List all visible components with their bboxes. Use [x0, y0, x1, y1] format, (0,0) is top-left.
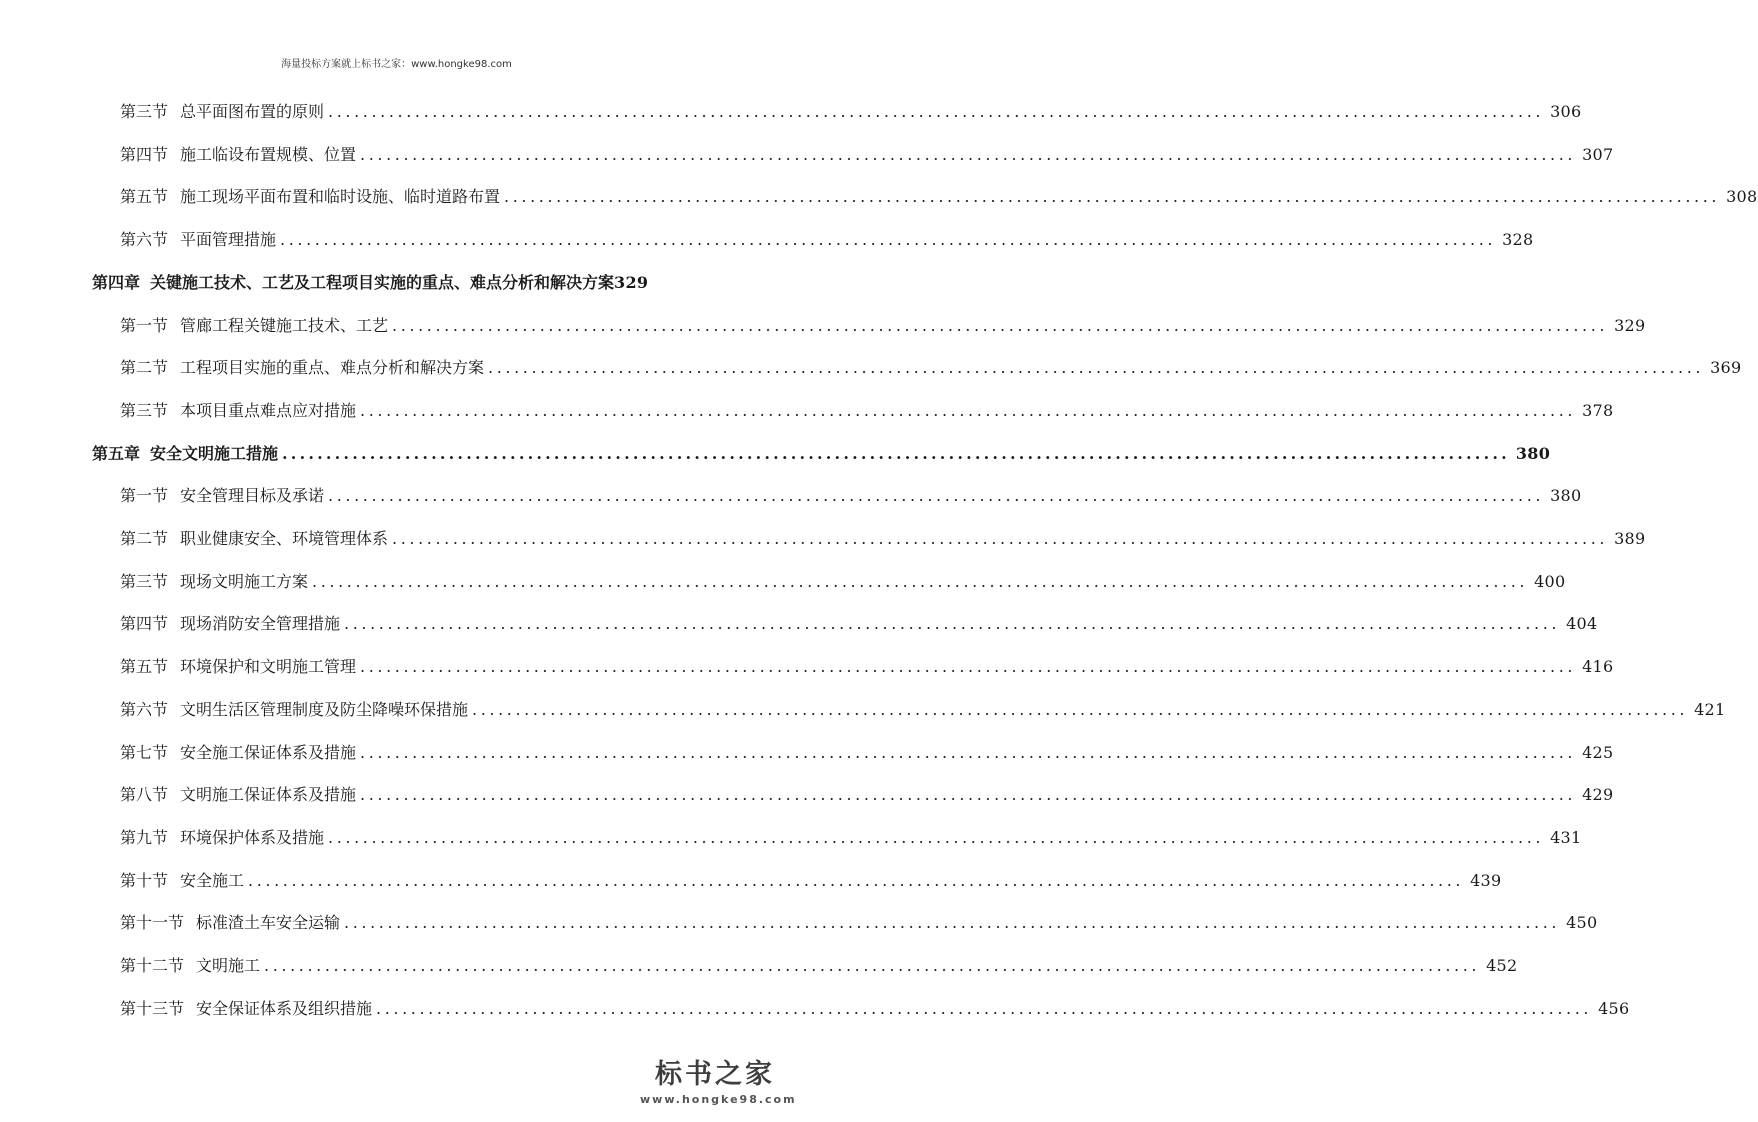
toc-chapter-entry[interactable] [92, 263, 710, 293]
toc-section-entry[interactable] [120, 177, 1758, 207]
toc-entry-title: 安全保证体系及组织措施 [196, 998, 373, 1018]
toc-dot-leader: ............................................................................................................................................ [360, 657, 1577, 677]
toc-section-entry[interactable] [120, 733, 1614, 763]
toc-entry-page-number: 456 [1598, 998, 1630, 1018]
toc-entry-number: 第六节 [120, 699, 169, 719]
toc-entry-title: 总平面图布置的原则 [180, 102, 325, 121]
toc-entry-title: 现场消防安全管理措施 [180, 614, 341, 634]
toc-section-entry[interactable] [120, 861, 1502, 891]
toc-dot-leader: ............................................................................................................................................ [328, 486, 1545, 506]
toc-entry-title: 安全管理目标及承诺 [180, 486, 325, 506]
toc-dot-leader: ............................................................................................................................................ [504, 187, 1721, 207]
toc-section-entry[interactable] [120, 818, 1582, 848]
toc-entry-number: 第五节 [120, 187, 169, 207]
toc-entry-number: 第三节 [120, 102, 169, 121]
toc-entry-page-number: 307 [1582, 144, 1614, 164]
toc-entry-page-number: 452 [1486, 956, 1518, 975]
toc-section-entry[interactable] [120, 946, 1518, 976]
toc-dot-leader: ............................................................................................................................................ [360, 400, 1577, 420]
toc-entry-title: 文明施工 [196, 956, 261, 975]
toc-section-entry[interactable] [120, 135, 1614, 165]
toc-dot-leader: ............................................................................................................................................ [472, 699, 1689, 719]
toc-entry-page-number: 425 [1582, 742, 1614, 762]
toc-entry-number: 第四章 [92, 272, 141, 292]
toc-entry-title: 安全文明施工措施 [150, 443, 279, 463]
toc-entry-page-number: 380 [1515, 443, 1551, 463]
logo-url: www.hongke98.com [640, 1093, 797, 1106]
toc-entry-title: 工程项目实施的重点、难点分析和解决方案 [180, 358, 485, 378]
toc-entry-number: 第十节 [120, 870, 169, 890]
toc-entry-page-number: 329 [614, 272, 649, 292]
toc-dot-leader: ............................................................................................................................................ [488, 358, 1705, 378]
toc-entry-title: 职业健康安全、环境管理体系 [180, 529, 389, 548]
toc-entry-number: 第五节 [120, 657, 169, 677]
toc-entry-number: 第四节 [120, 614, 169, 634]
toc-entry-number: 第十三节 [120, 998, 185, 1018]
toc-entry-title: 环境保护体系及措施 [180, 827, 325, 847]
toc-section-entry[interactable] [120, 306, 1646, 336]
toc-entry-page-number: 389 [1614, 529, 1646, 548]
toc-entry-title: 关键施工技术、工艺及工程项目实施的重点、难点分析和解决方案 [150, 272, 615, 292]
toc-section-entry[interactable] [120, 476, 1582, 506]
toc-section-entry[interactable] [120, 348, 1742, 378]
toc-entry-title: 文明生活区管理制度及防尘降噪环保措施 [180, 699, 469, 719]
toc-section-entry[interactable] [120, 604, 1598, 634]
toc-entry-number: 第九节 [120, 827, 169, 847]
toc-entry-page-number: 380 [1550, 486, 1582, 506]
toc-entry-title: 现场文明施工方案 [180, 571, 309, 591]
toc-section-entry[interactable] [120, 903, 1598, 933]
table-of-contents [0, 92, 1758, 1052]
toc-entry-title: 标准渣土车安全运输 [196, 913, 341, 933]
toc-entry-number: 第三节 [120, 400, 169, 420]
toc-entry-title: 安全施工 [180, 870, 245, 890]
toc-entry-page-number: 400 [1534, 571, 1566, 591]
toc-chapter-entry[interactable] [92, 434, 1551, 464]
toc-section-entry[interactable] [120, 220, 1534, 250]
toc-entry-title: 施工现场平面布置和临时设施、临时道路布置 [180, 187, 501, 207]
toc-section-entry[interactable] [120, 519, 1646, 549]
toc-entry-page-number: 450 [1566, 913, 1598, 933]
toc-section-entry[interactable] [120, 562, 1566, 592]
site-logo [640, 1058, 797, 1118]
toc-section-entry[interactable] [120, 92, 1582, 122]
toc-entry-number: 第四节 [120, 144, 169, 164]
toc-section-entry[interactable] [120, 775, 1614, 805]
toc-entry-number: 第一节 [120, 486, 169, 506]
toc-entry-page-number: 439 [1470, 870, 1502, 890]
toc-dot-leader: ............................................................................................................................................ [328, 827, 1545, 847]
toc-entry-number: 第二节 [120, 358, 169, 378]
toc-dot-leader: ............................................................................................................................................ [248, 870, 1465, 890]
toc-entry-page-number: 378 [1582, 400, 1614, 420]
toc-dot-leader: ............................................................................................................................................ [344, 614, 1561, 634]
toc-dot-leader: ............................................................................................................................................ [376, 998, 1593, 1018]
toc-dot-leader: ............................................................................................................................................ [264, 956, 1481, 975]
toc-entry-title: 施工临设布置规模、位置 [180, 144, 357, 164]
toc-dot-leader: ............................................................................................................................................ [312, 571, 1529, 591]
toc-entry-title: 本项目重点难点应对措施 [180, 400, 357, 420]
toc-entry-page-number: 429 [1582, 785, 1614, 805]
toc-entry-title: 安全施工保证体系及措施 [180, 742, 357, 762]
toc-entry-number: 第二节 [120, 529, 169, 548]
toc-entry-page-number: 421 [1694, 699, 1726, 719]
toc-entry-number: 第十一节 [120, 913, 185, 933]
toc-dot-leader: ............................................................................................................................................ [328, 102, 1545, 121]
toc-entry-page-number: 328 [1502, 230, 1534, 250]
toc-entry-number: 第七节 [120, 742, 169, 762]
toc-dot-leader: ............................................................................................................................................ [392, 529, 1609, 548]
toc-entry-page-number: 308 [1726, 187, 1758, 207]
page-header: 海量投标方案就上标书之家：www.hongke98.com [281, 59, 512, 70]
toc-entry-number: 第三节 [120, 571, 169, 591]
toc-dot-leader: ............................................................................................................................................ [360, 144, 1577, 164]
toc-entry-page-number: 404 [1566, 614, 1598, 634]
toc-dot-leader: ............................................................................................................................................ [282, 443, 1510, 463]
toc-entry-number: 第五章 [92, 443, 141, 463]
toc-entry-title: 文明施工保证体系及措施 [180, 785, 357, 805]
toc-entry-number: 第一节 [120, 315, 169, 335]
toc-entry-title: 平面管理措施 [180, 230, 277, 250]
toc-section-entry[interactable] [120, 647, 1614, 677]
toc-dot-leader: ............................................................................................................................................ [344, 913, 1561, 933]
toc-dot-leader: ............................................................................................................................................ [280, 230, 1497, 250]
toc-entry-number: 第八节 [120, 785, 169, 805]
toc-dot-leader: ............................................................................................................................................ [392, 315, 1609, 335]
toc-entry-title: 管廊工程关键施工技术、工艺 [180, 315, 389, 335]
toc-entry-title: 环境保护和文明施工管理 [180, 657, 357, 677]
toc-section-entry[interactable] [120, 989, 1630, 1019]
toc-entry-number: 第十二节 [120, 956, 185, 975]
toc-entry-page-number: 306 [1550, 102, 1582, 121]
toc-dot-leader: ............................................................................................................................................ [360, 785, 1577, 805]
toc-section-entry[interactable] [120, 391, 1614, 421]
toc-dot-leader: ............................................................................................................................................ [360, 742, 1577, 762]
toc-entry-number: 第六节 [120, 230, 169, 250]
toc-entry-page-number: 329 [1614, 315, 1646, 335]
toc-entry-page-number: 416 [1582, 657, 1614, 677]
toc-entry-page-number: 369 [1710, 358, 1742, 378]
toc-section-entry[interactable] [120, 690, 1726, 720]
toc-entry-page-number: 431 [1550, 827, 1582, 847]
logo-name: 标书之家 [655, 1059, 775, 1090]
